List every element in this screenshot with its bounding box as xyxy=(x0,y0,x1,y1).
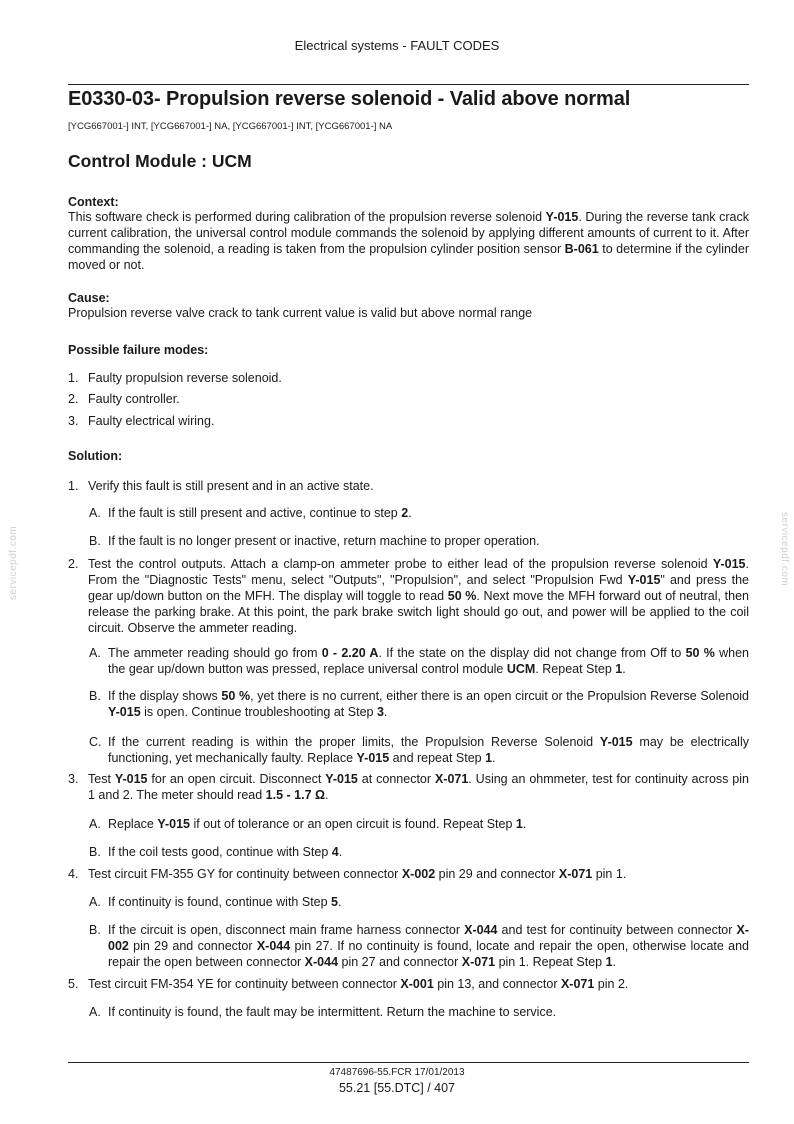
solution-step-4: 4. Test circuit FM-355 GY for continuity between connector X-002 pin 29 and connector X-071 pin 1. xyxy=(68,867,627,881)
solution-heading: Solution: xyxy=(68,449,123,463)
document-reference: 47487696-55.FCR 17/01/2013 xyxy=(329,1067,465,1078)
failure-mode-item: 1. Faulty propulsion reverse solenoid. xyxy=(68,371,282,385)
page-title: E0330-03- Propulsion reverse solenoid - Valid above normal xyxy=(68,88,631,110)
context-text: This software check is performed during calibration of the propulsion reverse solenoid Y-015. During the reverse tank crack current calibration, the universal control module commands the solenoid by applying different amounts of current to it. After commanding the solenoid, a reading is taken from the propulsion cylinder position sensor B-061 to determine if the cylinder moved or not. xyxy=(68,210,749,272)
footer-rule xyxy=(68,1062,749,1063)
failure-modes-heading: Possible failure modes: xyxy=(68,343,209,357)
control-module-heading: Control Module : UCM xyxy=(68,151,252,171)
solution-step-5a: A. If continuity is found, the fault may be intermittent. Return the machine to service. xyxy=(89,1005,557,1019)
solution-step-1a: A. If the fault is still present and active, continue to step 2. xyxy=(89,506,412,520)
solution-step-2: 2. Test the control outputs. Attach a clamp-on ammeter probe to either lead of the propulsion reverse solenoid Y-015. From the "Diagnostic Tests" menu, select "Outputs", "Propulsion", and select "Propulsion Fwd Y-015" and press the gear up/down button on the MFH. The display will toggle to read 50 %. Next move the MFH forward out of neutral, then release the parking brake. At this point, the park brake switch light should go out, and power will be applied to the coil circuit. Observe the ammeter reading. xyxy=(68,557,750,635)
solution-step-2b: B. If the display shows 50 %, yet there is no current, either there is an open circuit or the Propulsion Reverse Solenoid Y-015 is open. Continue troubleshooting at Step 3. xyxy=(89,689,749,719)
header-rule xyxy=(68,84,749,85)
solution-step-2a: A. The ammeter reading should go from 0 - 2.20 A. If the state on the display did not change from Off to 50 % when the gear up/down button was pressed, replace universal control module UCM. Repeat Step 1. xyxy=(89,646,749,676)
running-header: Electrical systems - FAULT CODES xyxy=(294,38,500,53)
solution-step-4b: B. If the circuit is open, disconnect main frame harness connector X-044 and test for continuity between connector X-002 pin 29 and connector X-044 pin 27. If no continuity is found, locate and repair the open, otherwise locate and repair the open between connector X-044 pin 27 and connector X-071 pin 1. Repeat Step 1. xyxy=(89,923,750,969)
solution-step-3a: A. Replace Y-015 if out of tolerance or an open circuit is found. Repeat Step 1. xyxy=(89,817,527,831)
failure-mode-item: 3. Faulty electrical wiring. xyxy=(68,414,215,428)
solution-step-5: 5. Test circuit FM-354 YE for continuity between connector X-001 pin 13, and connector X-071 pin 2. xyxy=(68,977,629,991)
solution-step-1: 1. Verify this fault is still present and in an active state. xyxy=(68,479,374,493)
context-heading: Context: xyxy=(68,195,119,209)
solution-step-3b: B. If the coil tests good, continue with Step 4. xyxy=(89,845,343,859)
cause-text: Propulsion reverse valve crack to tank current value is valid but above normal range xyxy=(68,306,533,320)
watermark-left: servicepdf.com xyxy=(8,525,19,600)
solution-step-4a: A. If continuity is found, continue with Step 5. xyxy=(89,895,342,909)
solution-step-1b: B. If the fault is no longer present or inactive, return machine to proper operation. xyxy=(89,534,540,548)
failure-mode-item: 2. Faulty controller. xyxy=(68,392,180,406)
watermark-right: servicepdf.com xyxy=(779,512,790,587)
page-number: 55.21 [55.DTC] / 407 xyxy=(338,1081,456,1095)
solution-step-2c: C. If the current reading is within the proper limits, the Propulsion Reverse Solenoid Y-015 may be electrically functioning, yet mechanically faulty. Replace Y-015 and repeat Step 1. xyxy=(89,735,749,765)
cause-heading: Cause: xyxy=(68,291,110,305)
model-references: [YCG667001-] INT, [YCG667001-] NA, [YCG667001-] INT, [YCG667001-] NA xyxy=(68,121,393,132)
solution-step-3: 3. Test Y-015 for an open circuit. Disconnect Y-015 at connector X-071. Using an ohmmeter, test for continuity across pin 1 and 2. The meter should read 1.5 - 1.7 Ω. xyxy=(68,772,749,802)
